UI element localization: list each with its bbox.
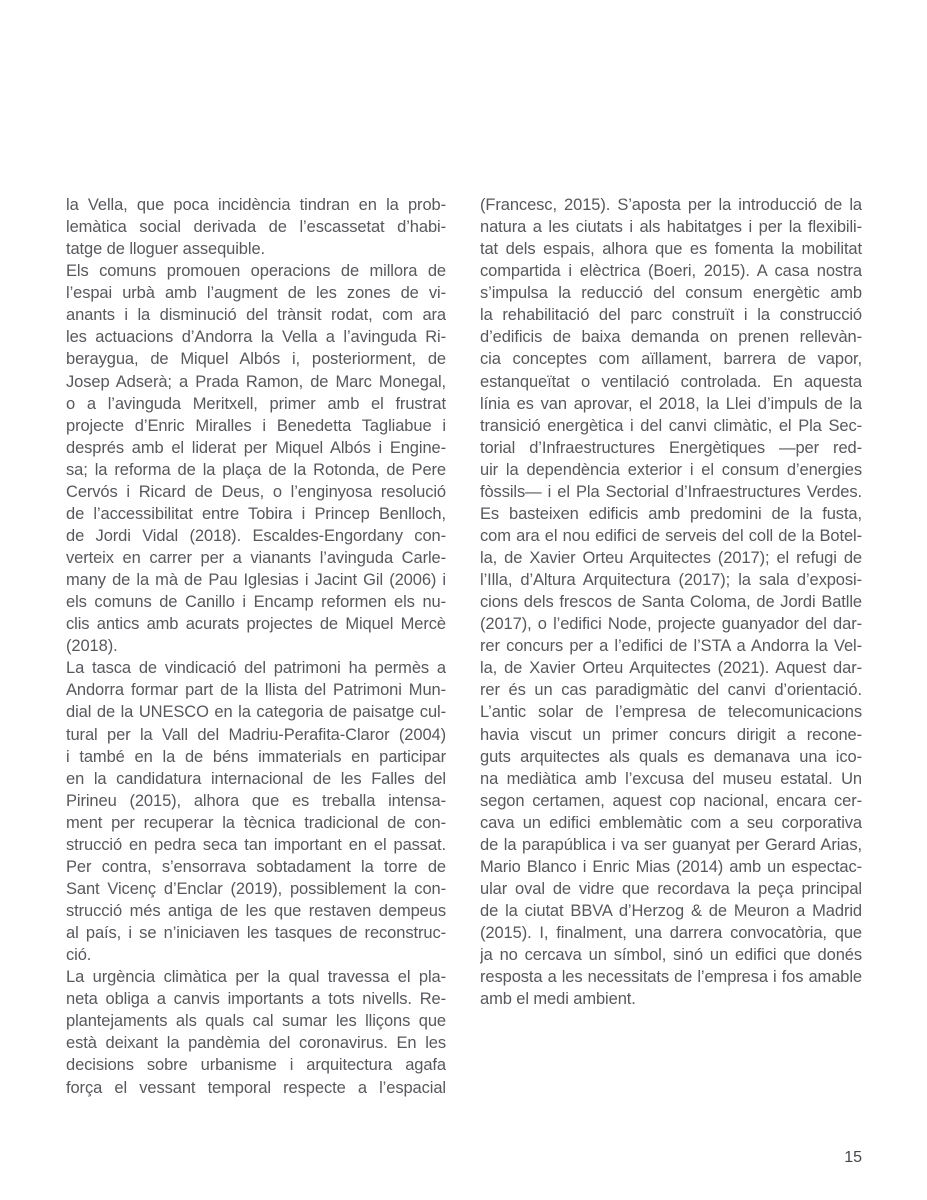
text-line: uir la dependència exterior i el consum d’energies <box>480 460 862 479</box>
page-number: 15 <box>844 1149 862 1166</box>
text-line: Els comuns promouen operacions de millora de <box>66 262 446 281</box>
text-line: tat dels espais, alhora que es fomenta la mobilitat <box>480 240 862 259</box>
text-line: La urgència climàtica per la qual travessa el pla- <box>66 968 446 987</box>
text-column-left <box>66 194 446 1099</box>
text-line: natura a les ciutats i als habitatges i per la flexibili- <box>480 218 862 237</box>
text-line: segon certamen, aquest cop nacional, encara cer- <box>480 791 862 810</box>
text-line: línia es van aprovar, el 2018, la Llei d’impuls de la <box>480 394 862 413</box>
text-line: transició energètica i del canvi climàtic, el Pla Sec- <box>480 416 862 435</box>
text-line: l’espai urbà amb l’augment de les zones de vi- <box>66 284 446 303</box>
text-line: (2015). I, finalment, una darrera convocatòria, que <box>480 924 862 943</box>
text-line: o a l’avinguda Meritxell, primer amb el frustrat <box>66 394 446 413</box>
text-line: fòssils— i el Pla Sectorial d’Infraestructures Verdes. <box>480 482 862 501</box>
text-line: torial d’Infraestructures Energètiques —per red- <box>480 438 862 457</box>
text-line: plantejaments als quals cal sumar les lliçons que <box>66 1012 446 1031</box>
text-line: cia conceptes com aïllament, barrera de vapor, <box>480 350 862 369</box>
text-line: many de la mà de Pau Iglesias i Jacint Gil (2006) i <box>66 571 446 590</box>
text-line: tural per la Vall del Madriu-Perafita-Claror (2004) <box>66 725 446 744</box>
text-line: està deixant la pandèmia del coronavirus. En les <box>66 1034 446 1053</box>
text-line: de la parapública i va ser guanyat per Gerard Arias, <box>480 835 862 854</box>
text-line: l’Illa, d’Altura Arquitectura (2017); la sala d’exposi- <box>480 571 862 590</box>
text-line: ular oval de vidre que recordava la peça principal <box>480 879 862 898</box>
text-line: la rehabilitació del parc construït i la construcció <box>480 306 862 325</box>
text-line: Per contra, s’ensorrava sobtadament la torre de <box>66 857 446 876</box>
text-line: havia viscut un primer concurs dirigit a recone- <box>480 725 862 744</box>
text-line: (Francesc, 2015). S’aposta per la introducció de la <box>480 196 862 214</box>
text-line: les actuacions d’Andorra la Vella a l’avinguda Ri- <box>66 328 446 347</box>
text-line: d’edificis de baixa demanda on prenen rellevàn- <box>480 328 862 347</box>
text-line: la, de Xavier Orteu Arquitectes (2017); el refugi de <box>480 549 862 567</box>
text-line: amb el medi ambient. <box>480 990 636 1009</box>
text-line: na mediàtica amb l’excusa del museu estatal. Un <box>480 769 862 788</box>
text-line: projecte d’Enric Miralles i Benedetta Tagliabue i <box>66 416 446 435</box>
text-line: beraygua, de Miquel Albós i, posteriorment, de <box>66 350 446 369</box>
text-line: compartida i elèctrica (Boeri, 2015). A casa nostra <box>480 262 862 281</box>
text-line: cions dels frescos de Santa Coloma, de Jordi Batlle <box>480 593 862 612</box>
text-line: Josep Adserà; a Prada Ramon, de Marc Monegal, <box>66 372 446 391</box>
text-line: de la ciutat BBVA d’Herzog & de Meuron a Madrid <box>480 902 862 920</box>
text-column-right <box>480 194 862 1010</box>
text-line: ció. <box>66 946 92 965</box>
text-line: després amb el liderat per Miquel Albós i Engine- <box>66 438 446 457</box>
text-line: verteix en carrer per a vianants l’avinguda Carle- <box>66 549 446 567</box>
text-line: de Jordi Vidal (2018). Escaldes-Engordany con- <box>66 526 446 545</box>
text-line: ment per recuperar la tècnica tradicional de con- <box>66 813 446 832</box>
text-line: estanqueïtat o ventilació controlada. En aquesta <box>480 372 862 391</box>
text-line: s’impulsa la reducció del consum energètic amb <box>480 284 862 303</box>
text-line: clis antics amb acurats projectes de Miquel Mercè <box>66 615 446 634</box>
text-line: al país, i se n’iniciaven les tasques de reconstruc- <box>66 924 446 943</box>
text-line: tatge de lloguer assequible. <box>66 240 266 259</box>
text-line: resposta a les necessitats de l’empresa i fos amable <box>480 968 862 987</box>
text-line: de l’accessibilitat entre Tobira i Princep Benlloch, <box>66 504 446 523</box>
text-line: la Vella, que poca incidència tindran en la prob- <box>66 196 446 214</box>
text-line: la, de Xavier Orteu Arquitectes (2021). Aquest dar- <box>480 659 862 678</box>
text-line: els comuns de Canillo i Encamp reformen els nu- <box>66 593 446 612</box>
text-line: Cervós i Ricard de Deus, o l’enginyosa resolució <box>66 482 446 501</box>
text-line: L’antic solar de l’empresa de telecomunicacions <box>480 703 862 722</box>
text-line: strucció més antiga de les que restaven dempeus <box>66 902 446 920</box>
text-line: guts arquitectes als quals es demanava una ico- <box>480 747 862 766</box>
text-line: com ara el nou edifici de serveis del coll de la Botel- <box>480 526 862 545</box>
text-line: Mario Blanco i Enric Mias (2014) amb un espectac- <box>480 857 862 876</box>
text-line: La tasca de vindicació del patrimoni ha permès a <box>66 659 446 678</box>
text-line: Es basteixen edificis amb predomini de la fusta, <box>480 504 862 523</box>
text-line: decisions sobre urbanisme i arquitectura agafa <box>66 1056 446 1075</box>
text-line: força el vessant temporal respecte a l’espacial <box>66 1078 446 1097</box>
text-line: ja no cercava un símbol, sinó un edifici que donés <box>480 946 862 965</box>
text-line: strucció en pedra seca tan important en el passat. <box>66 835 446 854</box>
text-line: i també en la de béns immaterials en participar <box>66 747 446 766</box>
text-line: rer concurs per a l’edifici de l’STA a Andorra la Vel- <box>480 637 862 656</box>
text-line: anants i la disminució del trànsit rodat, com ara <box>66 306 446 325</box>
text-line: neta obliga a canvis importants a tots nivells. Re- <box>66 990 446 1009</box>
text-line: cava un edifici emblemàtic com a seu corporativa <box>480 813 862 832</box>
text-line: en la candidatura internacional de les Falles del <box>66 769 446 788</box>
text-line: sa; la reforma de la plaça de la Rotonda, de Pere <box>66 460 446 479</box>
text-line: (2017), o l’edifici Node, projecte guanyador del dar- <box>480 615 862 634</box>
text-line: (2018). <box>66 637 118 656</box>
text-line: Andorra formar part de la llista del Patrimoni Mun- <box>66 681 446 700</box>
text-line: rer és un cas paradigmàtic del canvi d’orientació. <box>480 681 862 700</box>
text-line: dial de la UNESCO en la categoria de paisatge cul- <box>66 703 446 722</box>
text-line: Sant Vicenç d’Enclar (2019), possiblement la con- <box>66 879 446 898</box>
text-line: lemàtica social derivada de l’escassetat d’habi- <box>66 218 446 237</box>
text-line: Pirineu (2015), alhora que es treballa intensa- <box>66 791 446 810</box>
